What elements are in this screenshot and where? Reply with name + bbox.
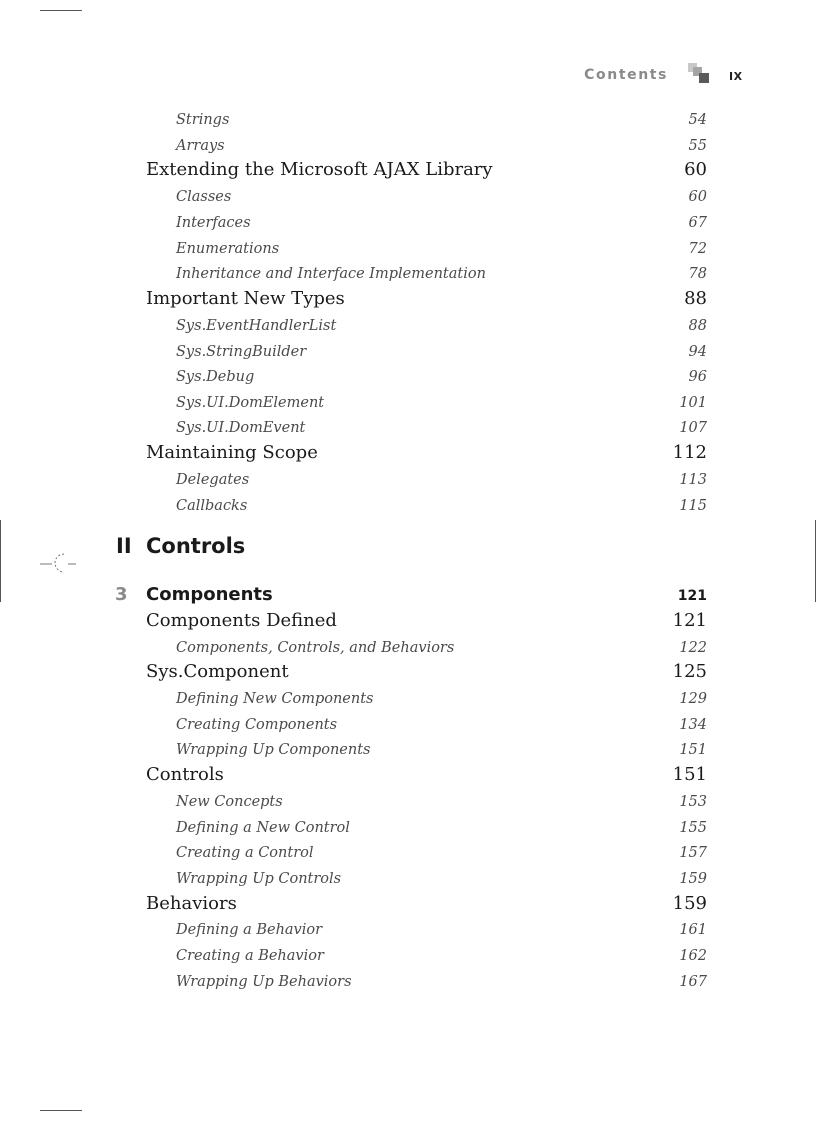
toc-entry-title: Sys.EventHandlerList: [176, 318, 337, 334]
toc-entry[interactable]: [146, 495, 707, 519]
toc-entry[interactable]: [146, 714, 707, 738]
toc-entry-title: Strings: [176, 112, 230, 128]
toc-entry-title: Components, Controls, and Behaviors: [176, 640, 455, 656]
toc-entry-page: 134: [679, 717, 707, 733]
toc-section[interactable]: [146, 661, 707, 685]
toc-section-title: Extending the Microsoft AJAX Library: [146, 159, 493, 180]
toc-entry[interactable]: [146, 637, 707, 661]
toc-section-page: 151: [672, 764, 707, 785]
crop-mark-left-edge: [0, 520, 1, 602]
toc-entry-page: 161: [679, 922, 707, 938]
running-header-title: Contents: [584, 67, 668, 83]
toc-entry-title: Sys.Debug: [176, 369, 255, 385]
toc-entry[interactable]: [146, 238, 707, 262]
toc-entry[interactable]: [146, 919, 707, 943]
toc-section-page: 112: [672, 442, 707, 463]
header-squares-icon: [688, 63, 710, 83]
crop-mark-bottom-left: [40, 1110, 82, 1111]
toc-entry-page: 122: [679, 640, 707, 656]
toc-entry[interactable]: [146, 366, 707, 390]
toc-entry-title: Callbacks: [176, 498, 248, 514]
toc-entry-title: Defining New Components: [176, 691, 374, 707]
toc-entry-page: 67: [688, 215, 707, 231]
toc-entry[interactable]: [146, 842, 707, 866]
toc-section-title: Maintaining Scope: [146, 442, 318, 463]
toc-section-page: 159: [672, 893, 707, 914]
toc-entry-title: Defining a Behavior: [176, 922, 323, 938]
toc-entry-page: 78: [688, 266, 707, 282]
toc-entry[interactable]: [146, 817, 707, 841]
toc-entry-page: 54: [688, 112, 707, 128]
toc-entry[interactable]: [146, 739, 707, 763]
toc-entry-title: Creating a Behavior: [176, 948, 324, 964]
toc-entry-title: Creating a Control: [176, 845, 314, 861]
chapter-number: 3: [115, 584, 128, 605]
toc-entry[interactable]: [146, 392, 707, 416]
toc-section-title: Behaviors: [146, 893, 237, 914]
toc-entry-page: 159: [679, 871, 707, 887]
toc-entry[interactable]: [146, 263, 707, 287]
toc-section-page: 121: [672, 610, 707, 631]
toc-entry-title: Sys.StringBuilder: [176, 344, 307, 360]
toc-entry-page: 155: [679, 820, 707, 836]
toc-section-title: Components Defined: [146, 610, 337, 631]
toc-entry-title: Defining a New Control: [176, 820, 350, 836]
toc-section-title: Controls: [146, 764, 224, 785]
toc-entry-title: Inheritance and Interface Implementation: [176, 266, 486, 282]
part-title: Controls: [146, 534, 246, 558]
registration-mark-icon: [38, 548, 78, 576]
toc-entry[interactable]: [146, 186, 707, 210]
toc-entry-page: 167: [679, 974, 707, 990]
toc-section[interactable]: [146, 159, 707, 183]
toc-entry[interactable]: [146, 212, 707, 236]
chapter-page: 121: [677, 588, 707, 604]
toc-entry[interactable]: [146, 469, 707, 493]
toc-entry-page: 153: [679, 794, 707, 810]
toc-section-page: 60: [684, 159, 707, 180]
toc-section-title: Sys.Component: [146, 661, 289, 682]
part-number: II: [116, 534, 132, 558]
toc-entry[interactable]: [146, 971, 707, 995]
toc-entry-title: Classes: [176, 189, 232, 205]
toc-entry-page: 107: [679, 420, 707, 436]
toc-entry[interactable]: [146, 868, 707, 892]
toc-entry[interactable]: [146, 945, 707, 969]
toc-section[interactable]: [146, 893, 707, 917]
toc-entry[interactable]: [146, 341, 707, 365]
toc-entry[interactable]: [146, 417, 707, 441]
toc-entry[interactable]: [146, 688, 707, 712]
toc-entry-page: 60: [688, 189, 707, 205]
toc-entry-page: 115: [679, 498, 707, 514]
toc-entry-page: 162: [679, 948, 707, 964]
toc-entry-page: 157: [679, 845, 707, 861]
toc-entry-title: Delegates: [176, 472, 250, 488]
page-number: IX: [729, 70, 743, 83]
toc-section-title: Important New Types: [146, 288, 345, 309]
toc-entry-title: Wrapping Up Components: [176, 742, 371, 758]
toc-section[interactable]: [146, 442, 707, 466]
toc-section-page: 125: [672, 661, 707, 682]
toc-entry-page: 129: [679, 691, 707, 707]
chapter-heading[interactable]: [115, 584, 707, 608]
toc-entry-page: 88: [688, 318, 707, 334]
toc-entry-title: Interfaces: [176, 215, 251, 231]
toc-section[interactable]: [146, 288, 707, 312]
toc-entry-title: Wrapping Up Behaviors: [176, 974, 352, 990]
toc-entry[interactable]: [146, 315, 707, 339]
toc-entry-title: Creating Components: [176, 717, 338, 733]
toc-entry-page: 96: [688, 369, 707, 385]
toc-entry-title: Sys.UI.DomEvent: [176, 420, 306, 436]
toc-entry-title: Wrapping Up Controls: [176, 871, 342, 887]
toc-entry-page: 151: [679, 742, 707, 758]
toc-entry-page: 94: [688, 344, 707, 360]
toc-entry-page: 72: [688, 241, 707, 257]
toc-entry-title: New Concepts: [176, 794, 283, 810]
toc-entry[interactable]: [146, 135, 707, 159]
toc-section[interactable]: [146, 764, 707, 788]
toc-section[interactable]: [146, 610, 707, 634]
toc-entry-title: Arrays: [176, 138, 225, 154]
toc-entry-title: Sys.UI.DomElement: [176, 395, 325, 411]
toc-entry[interactable]: [146, 791, 707, 815]
chapter-title: Components: [146, 584, 273, 605]
crop-mark-top-left: [40, 10, 82, 11]
toc-section-page: 88: [684, 288, 707, 309]
toc-entry-page: 101: [679, 395, 707, 411]
toc-entry[interactable]: [146, 109, 707, 133]
toc-entry-page: 113: [679, 472, 707, 488]
toc-entry-title: Enumerations: [176, 241, 280, 257]
toc-entry-page: 55: [688, 138, 707, 154]
